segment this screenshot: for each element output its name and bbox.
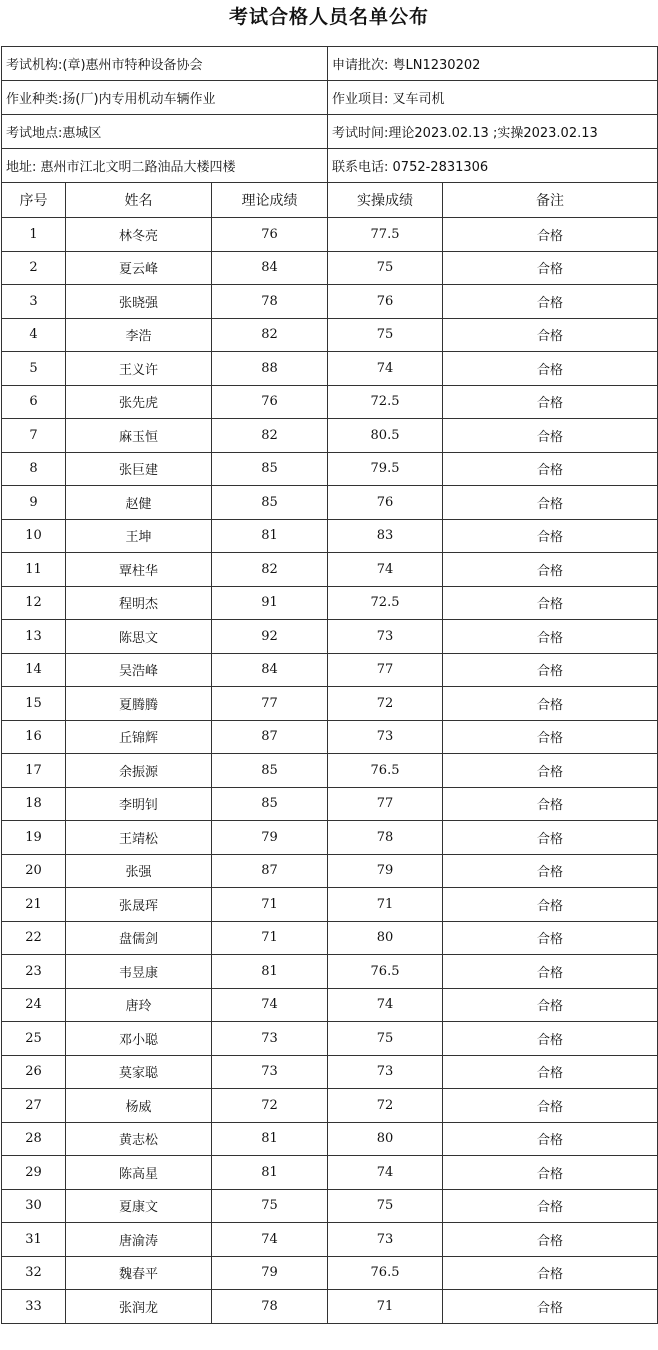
row-name: 麻玉恒 <box>66 419 212 453</box>
info-row-4 <box>2 149 658 183</box>
row-name: 韦昱康 <box>66 955 212 989</box>
row-remark: 合格 <box>443 352 658 386</box>
row-remark: 合格 <box>443 519 658 553</box>
row-name: 林冬亮 <box>66 218 212 252</box>
row-remark: 合格 <box>443 586 658 620</box>
row-number: 23 <box>2 955 66 989</box>
row-practical: 75 <box>328 251 443 285</box>
row-name: 陈高星 <box>66 1156 212 1190</box>
row-remark: 合格 <box>443 1122 658 1156</box>
row-practical: 83 <box>328 519 443 553</box>
row-practical: 72.5 <box>328 586 443 620</box>
row-number: 9 <box>2 486 66 520</box>
row-theory: 71 <box>212 888 328 922</box>
row-name: 覃柱华 <box>66 553 212 587</box>
row-name: 赵健 <box>66 486 212 520</box>
row-practical: 80 <box>328 1122 443 1156</box>
info-row-2 <box>2 81 658 115</box>
row-remark: 合格 <box>443 385 658 419</box>
row-number: 25 <box>2 1022 66 1056</box>
table-row <box>2 754 658 788</box>
row-number: 15 <box>2 687 66 721</box>
row-remark: 合格 <box>443 653 658 687</box>
table-row <box>2 218 658 252</box>
table-row <box>2 251 658 285</box>
column-header-remark: 备注 <box>443 183 658 218</box>
row-remark: 合格 <box>443 1256 658 1290</box>
row-number: 14 <box>2 653 66 687</box>
row-name: 陈思文 <box>66 620 212 654</box>
row-number: 8 <box>2 452 66 486</box>
row-name: 张润龙 <box>66 1290 212 1324</box>
table-body <box>2 218 658 1324</box>
row-name: 程明杰 <box>66 586 212 620</box>
row-name: 李明钊 <box>66 787 212 821</box>
table-row <box>2 687 658 721</box>
row-theory: 78 <box>212 1290 328 1324</box>
row-number: 4 <box>2 318 66 352</box>
row-number: 20 <box>2 854 66 888</box>
row-theory: 72 <box>212 1089 328 1123</box>
table-row <box>2 452 658 486</box>
row-practical: 71 <box>328 1290 443 1324</box>
table-row <box>2 419 658 453</box>
row-theory: 71 <box>212 921 328 955</box>
info-row-1 <box>2 47 658 81</box>
table-row <box>2 921 658 955</box>
table-row <box>2 1089 658 1123</box>
row-theory: 81 <box>212 519 328 553</box>
table-row <box>2 720 658 754</box>
row-practical: 73 <box>328 1223 443 1257</box>
row-practical: 79.5 <box>328 452 443 486</box>
row-name: 莫家聪 <box>66 1055 212 1089</box>
row-theory: 78 <box>212 285 328 319</box>
row-theory: 84 <box>212 251 328 285</box>
row-number: 1 <box>2 218 66 252</box>
row-name: 魏春平 <box>66 1256 212 1290</box>
row-number: 28 <box>2 1122 66 1156</box>
row-name: 王义许 <box>66 352 212 386</box>
row-number: 30 <box>2 1189 66 1223</box>
table-row <box>2 1256 658 1290</box>
table-row <box>2 586 658 620</box>
row-name: 张晟珲 <box>66 888 212 922</box>
table-row <box>2 854 658 888</box>
row-remark: 合格 <box>443 988 658 1022</box>
row-remark: 合格 <box>443 318 658 352</box>
table-row <box>2 318 658 352</box>
row-theory: 84 <box>212 653 328 687</box>
row-number: 21 <box>2 888 66 922</box>
row-name: 唐渝涛 <box>66 1223 212 1257</box>
row-name: 丘锦辉 <box>66 720 212 754</box>
row-number: 16 <box>2 720 66 754</box>
column-header-name: 姓名 <box>66 183 212 218</box>
row-theory: 88 <box>212 352 328 386</box>
batch-cell: 申请批次: 粤LN1230202 <box>328 47 658 81</box>
row-practical: 72 <box>328 687 443 721</box>
row-theory: 82 <box>212 318 328 352</box>
row-practical: 74 <box>328 1156 443 1190</box>
row-theory: 87 <box>212 854 328 888</box>
table-row <box>2 1022 658 1056</box>
row-practical: 74 <box>328 352 443 386</box>
row-remark: 合格 <box>443 1189 658 1223</box>
row-theory: 79 <box>212 821 328 855</box>
row-practical: 72.5 <box>328 385 443 419</box>
row-remark: 合格 <box>443 1223 658 1257</box>
row-name: 张先虎 <box>66 385 212 419</box>
row-number: 12 <box>2 586 66 620</box>
row-practical: 73 <box>328 720 443 754</box>
row-practical: 76 <box>328 486 443 520</box>
row-number: 13 <box>2 620 66 654</box>
row-theory: 75 <box>212 1189 328 1223</box>
row-remark: 合格 <box>443 955 658 989</box>
row-number: 5 <box>2 352 66 386</box>
document-title: 考试合格人员名单公布 <box>228 6 429 28</box>
row-name: 王坤 <box>66 519 212 553</box>
row-remark: 合格 <box>443 921 658 955</box>
row-theory: 73 <box>212 1022 328 1056</box>
row-remark: 合格 <box>443 251 658 285</box>
row-practical: 80.5 <box>328 419 443 453</box>
row-practical: 75 <box>328 1189 443 1223</box>
row-remark: 合格 <box>443 687 658 721</box>
table-row <box>2 1156 658 1190</box>
column-header-practical: 实操成绩 <box>328 183 443 218</box>
row-theory: 79 <box>212 1256 328 1290</box>
row-number: 32 <box>2 1256 66 1290</box>
row-remark: 合格 <box>443 452 658 486</box>
row-name: 王靖松 <box>66 821 212 855</box>
row-practical: 72 <box>328 1089 443 1123</box>
table-row <box>2 486 658 520</box>
row-theory: 85 <box>212 754 328 788</box>
row-practical: 76.5 <box>328 955 443 989</box>
category-cell: 作业种类:扬(厂)内专用机动车辆作业 <box>2 81 328 115</box>
row-practical: 77 <box>328 787 443 821</box>
row-number: 26 <box>2 1055 66 1089</box>
location-cell: 考试地点:惠城区 <box>2 115 328 149</box>
row-theory: 74 <box>212 988 328 1022</box>
info-row-3 <box>2 115 658 149</box>
row-theory: 81 <box>212 955 328 989</box>
row-theory: 77 <box>212 687 328 721</box>
row-name: 夏云峰 <box>66 251 212 285</box>
row-practical: 80 <box>328 921 443 955</box>
row-practical: 74 <box>328 988 443 1022</box>
row-remark: 合格 <box>443 419 658 453</box>
column-header-row <box>2 183 658 218</box>
row-remark: 合格 <box>443 285 658 319</box>
row-number: 17 <box>2 754 66 788</box>
table-row <box>2 988 658 1022</box>
row-practical: 77 <box>328 653 443 687</box>
institution-cell: 考试机构:(章)惠州市特种设备协会 <box>2 47 328 81</box>
row-remark: 合格 <box>443 1055 658 1089</box>
row-practical: 73 <box>328 620 443 654</box>
table-row <box>2 955 658 989</box>
row-practical: 75 <box>328 318 443 352</box>
table-row <box>2 285 658 319</box>
row-name: 杨威 <box>66 1089 212 1123</box>
row-theory: 87 <box>212 720 328 754</box>
row-remark: 合格 <box>443 486 658 520</box>
row-theory: 82 <box>212 419 328 453</box>
row-number: 33 <box>2 1290 66 1324</box>
row-remark: 合格 <box>443 787 658 821</box>
row-practical: 75 <box>328 1022 443 1056</box>
row-practical: 79 <box>328 854 443 888</box>
table-row <box>2 352 658 386</box>
table-row <box>2 1122 658 1156</box>
row-name: 唐玲 <box>66 988 212 1022</box>
table-row <box>2 385 658 419</box>
row-number: 10 <box>2 519 66 553</box>
table-row <box>2 888 658 922</box>
row-practical: 73 <box>328 1055 443 1089</box>
row-name: 李浩 <box>66 318 212 352</box>
table-row <box>2 1290 658 1324</box>
row-theory: 73 <box>212 1055 328 1089</box>
table-row <box>2 553 658 587</box>
row-remark: 合格 <box>443 620 658 654</box>
row-practical: 76 <box>328 285 443 319</box>
row-name: 张强 <box>66 854 212 888</box>
row-remark: 合格 <box>443 754 658 788</box>
table-row <box>2 1223 658 1257</box>
project-cell: 作业项目: 叉车司机 <box>328 81 658 115</box>
row-number: 3 <box>2 285 66 319</box>
row-theory: 85 <box>212 787 328 821</box>
row-remark: 合格 <box>443 821 658 855</box>
row-practical: 78 <box>328 821 443 855</box>
row-remark: 合格 <box>443 1022 658 1056</box>
row-number: 24 <box>2 988 66 1022</box>
column-header-theory: 理论成绩 <box>212 183 328 218</box>
row-number: 11 <box>2 553 66 587</box>
row-practical: 71 <box>328 888 443 922</box>
column-header-no: 序号 <box>2 183 66 218</box>
row-practical: 76.5 <box>328 1256 443 1290</box>
row-number: 6 <box>2 385 66 419</box>
row-remark: 合格 <box>443 720 658 754</box>
row-number: 29 <box>2 1156 66 1190</box>
table-row <box>2 1055 658 1089</box>
table-row <box>2 1189 658 1223</box>
row-theory: 81 <box>212 1156 328 1190</box>
row-number: 22 <box>2 921 66 955</box>
phone-cell: 联系电话: 0752-2831306 <box>328 149 658 183</box>
row-remark: 合格 <box>443 553 658 587</box>
row-theory: 76 <box>212 385 328 419</box>
row-number: 31 <box>2 1223 66 1257</box>
row-number: 18 <box>2 787 66 821</box>
row-practical: 74 <box>328 553 443 587</box>
row-name: 黄志松 <box>66 1122 212 1156</box>
row-theory: 85 <box>212 486 328 520</box>
row-remark: 合格 <box>443 888 658 922</box>
row-number: 7 <box>2 419 66 453</box>
row-theory: 91 <box>212 586 328 620</box>
row-name: 张晓强 <box>66 285 212 319</box>
row-name: 夏腾腾 <box>66 687 212 721</box>
table-row <box>2 519 658 553</box>
table-row <box>2 653 658 687</box>
row-number: 19 <box>2 821 66 855</box>
row-theory: 81 <box>212 1122 328 1156</box>
row-remark: 合格 <box>443 1089 658 1123</box>
address-cell: 地址: 惠州市江北文明二路油品大楼四楼 <box>2 149 328 183</box>
table-row <box>2 821 658 855</box>
row-practical: 77.5 <box>328 218 443 252</box>
row-name: 张巨建 <box>66 452 212 486</box>
row-theory: 85 <box>212 452 328 486</box>
results-table <box>1 46 658 1324</box>
row-remark: 合格 <box>443 854 658 888</box>
row-number: 2 <box>2 251 66 285</box>
row-name: 邓小聪 <box>66 1022 212 1056</box>
row-name: 夏康文 <box>66 1189 212 1223</box>
row-name: 盘儒剑 <box>66 921 212 955</box>
row-remark: 合格 <box>443 1290 658 1324</box>
table-row <box>2 620 658 654</box>
row-theory: 74 <box>212 1223 328 1257</box>
row-theory: 76 <box>212 218 328 252</box>
table-row <box>2 787 658 821</box>
row-name: 吴浩峰 <box>66 653 212 687</box>
row-remark: 合格 <box>443 1156 658 1190</box>
row-practical: 76.5 <box>328 754 443 788</box>
row-theory: 92 <box>212 620 328 654</box>
row-name: 余振源 <box>66 754 212 788</box>
row-number: 27 <box>2 1089 66 1123</box>
row-theory: 82 <box>212 553 328 587</box>
exam-time-cell: 考试时间:理论2023.02.13 ;实操2023.02.13 <box>328 115 658 149</box>
row-remark: 合格 <box>443 218 658 252</box>
